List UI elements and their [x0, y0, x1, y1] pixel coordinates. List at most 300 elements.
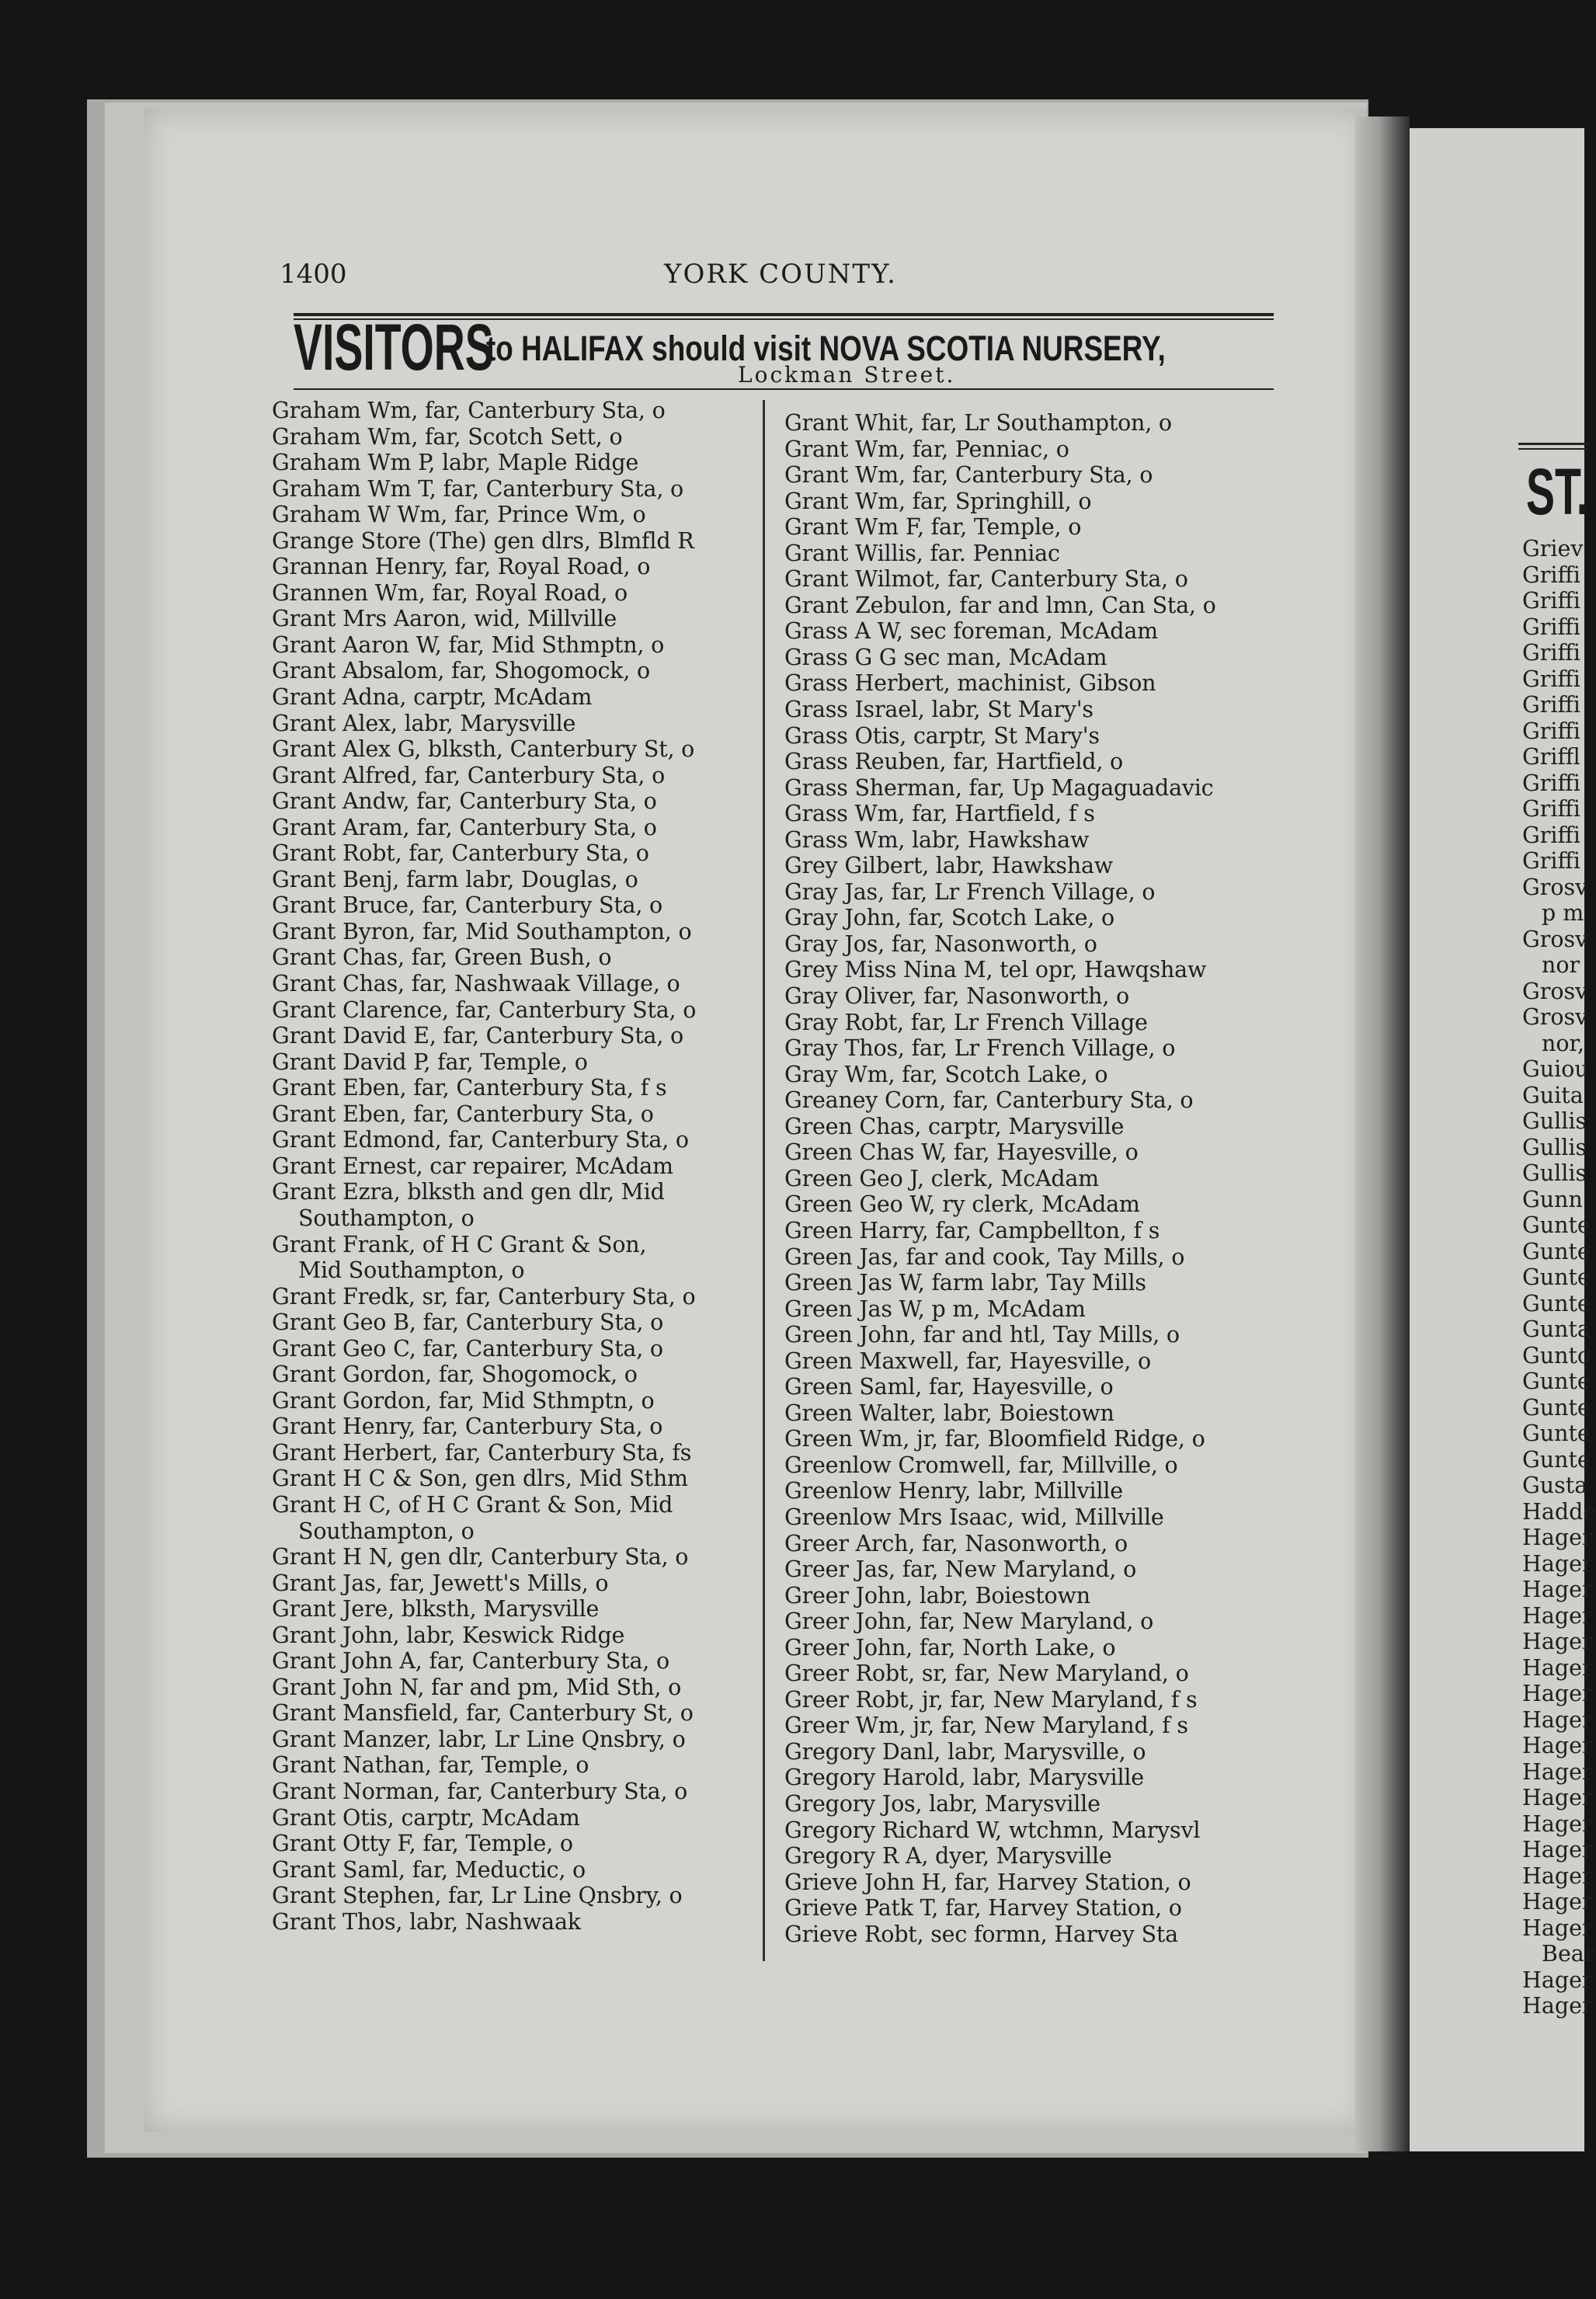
entry-line: Grieve Patk T, far, Harvey Station, o	[784, 1895, 1182, 1922]
directory-entry	[272, 1909, 777, 1936]
entry-line: Graham Wm P, labr, Maple Ridge	[272, 450, 639, 476]
right-page-entry-fragment: Gunte	[1522, 1394, 1591, 1421]
entry-line: Gray Jos, far, Nasonworth, o	[784, 930, 1097, 957]
entry-line: Greer Wm, jr, far, New Maryland, f s	[784, 1713, 1188, 1739]
entry-line: Grant Herbert, far, Canterbury Sta, fs	[272, 1439, 692, 1466]
directory-entry	[272, 788, 777, 815]
entry-line: Graham Wm T, far, Canterbury Sta, o	[272, 475, 684, 502]
entry-line: Grant Alfred, far, Canterbury Sta, o	[272, 762, 666, 788]
entry-line: Green Walter, labr, Boiestown	[784, 1400, 1114, 1426]
directory-entry	[272, 1596, 777, 1623]
entry-line: Greenlow Cromwell, far, Millville, o	[784, 1452, 1178, 1478]
right-page-entry-fragment: Griffi	[1522, 822, 1580, 848]
entry-line: Grant Otty F, far, Temple, o	[272, 1831, 573, 1857]
directory-entry	[784, 645, 1297, 671]
directory-entry	[272, 1075, 777, 1101]
entry-line: Grey Gilbert, labr, Hawkshaw	[784, 853, 1113, 879]
entry-line: Green Chas, carptr, Marysville	[784, 1113, 1125, 1139]
entry-line: Greaney Corn, far, Canterbury Sta, o	[784, 1087, 1194, 1114]
directory-entry	[272, 1805, 777, 1831]
entry-line: Green Wm, jr, far, Bloomfield Ridge, o	[784, 1426, 1205, 1452]
directory-entry	[784, 566, 1297, 593]
directory-entry	[784, 1739, 1297, 1765]
directory-entry	[784, 879, 1297, 906]
right-page-entry-fragment: Gunto	[1522, 1342, 1591, 1369]
directory-entry	[272, 711, 777, 737]
entry-line: Grant Byron, far, Mid Southampton, o	[272, 918, 692, 944]
directory-entry	[272, 1779, 777, 1805]
ad-text: to HALIFAX should visit NOVA SCOTIA NURSERY,	[486, 329, 1166, 368]
entry-line: Grant Thos, labr, Nashwaak	[272, 1908, 581, 1935]
directory-entry	[784, 1191, 1297, 1218]
entry-line: Grannen Wm, far, Royal Road, o	[272, 579, 628, 606]
directory-entry	[272, 892, 777, 919]
directory-entry	[784, 983, 1297, 1010]
directory-entry	[272, 997, 777, 1024]
directory-entry	[272, 944, 777, 971]
right-page-heading-fragment: ST.	[1526, 455, 1589, 528]
right-page-entry-fragment: Hager	[1522, 1837, 1593, 1863]
right-page-entry-fragment: Gunte	[1522, 1212, 1591, 1238]
right-page-entry-fragment: nor	[1542, 952, 1580, 978]
directory-entry	[272, 919, 777, 945]
directory-entry	[784, 1139, 1297, 1166]
directory-entry	[784, 1035, 1297, 1062]
directory-entry	[272, 658, 777, 684]
directory-entry	[272, 1362, 777, 1388]
directory-entry	[784, 957, 1297, 983]
entry-line: Grant Edmond, far, Canterbury Sta, o	[272, 1127, 689, 1153]
page-number: 1400	[280, 259, 347, 290]
entry-line: Grass Reuben, far, Hartfield, o	[784, 749, 1123, 775]
right-page-entry-fragment: Griffi	[1522, 848, 1580, 874]
right-page-entry-fragment: Hager	[1522, 1602, 1593, 1629]
directory-entry	[272, 1544, 777, 1570]
entry-line: Grant Zebulon, far and lmn, Can Sta, o	[784, 592, 1216, 618]
entry-line: Grant Bruce, far, Canterbury Sta, o	[272, 892, 662, 919]
directory-entry	[784, 670, 1297, 697]
directory-entry	[784, 1817, 1297, 1844]
right-page-entry-fragment: Griffi	[1522, 640, 1580, 666]
directory-entry	[784, 1922, 1297, 1948]
right-page-entry-fragment: Hager	[1522, 1993, 1593, 2019]
directory-column-left	[272, 398, 777, 1935]
directory-entry	[272, 1101, 777, 1128]
right-page-entry-fragment: Gunte	[1522, 1238, 1591, 1264]
directory-entry	[784, 1713, 1297, 1739]
entry-line: Greer John, labr, Boiestown	[784, 1582, 1090, 1609]
directory-entry	[784, 1452, 1297, 1479]
right-page-entry-fragment: Bear	[1542, 1941, 1595, 1967]
directory-entry	[272, 1700, 777, 1727]
entry-line: Grant Benj, farm labr, Douglas, o	[272, 866, 638, 892]
right-page-entry-fragment: Griffi	[1522, 770, 1580, 796]
entry-line: Grant Wilmot, far, Canterbury Sta, o	[784, 566, 1188, 593]
entry-line: Grange Store (The) gen dlrs, Blmfld R	[272, 527, 694, 554]
right-page-entry-fragment: Hager	[1522, 1915, 1593, 1941]
entry-line: Gregory Harold, labr, Marysville	[784, 1765, 1144, 1791]
directory-entry	[784, 1062, 1297, 1088]
directory-entry	[272, 1414, 777, 1440]
entry-continuation: Mid Southampton, o	[298, 1257, 525, 1284]
right-page-entry-fragment: Hager	[1522, 1654, 1593, 1681]
right-page-rule	[1518, 443, 1588, 445]
directory-entry	[784, 1374, 1297, 1400]
directory-entry	[272, 1883, 777, 1909]
right-page-entry-fragment: Hager	[1522, 1810, 1593, 1837]
directory-entry	[272, 424, 777, 450]
entry-line: Grant Adna, carptr, McAdam	[272, 684, 593, 711]
entry-line: Green Jas W, farm labr, Tay Mills	[784, 1270, 1146, 1296]
right-page-entry-fragment: Gunte	[1522, 1369, 1591, 1394]
entry-line: Grass Sherman, far, Up Magaguadavic	[784, 774, 1214, 801]
directory-entry	[272, 1284, 777, 1310]
directory-entry	[784, 541, 1297, 567]
entry-line: Grant Chas, far, Green Bush, o	[272, 944, 612, 971]
entry-line: Green Jas W, p m, McAdam	[784, 1296, 1086, 1322]
directory-entry	[272, 815, 777, 841]
right-page-entry-fragment: Hager	[1522, 1733, 1593, 1758]
entry-line: Grant Stephen, far, Lr Line Qnsbry, o	[272, 1883, 683, 1909]
right-page-entry-fragment: Hager	[1522, 1758, 1593, 1785]
entry-line: Grieve John H, far, Harvey Station, o	[784, 1869, 1191, 1895]
directory-entry	[784, 1531, 1297, 1557]
right-page-entry-fragment: Griffl	[1522, 744, 1580, 770]
entry-line: Greer Robt, sr, far, New Maryland, o	[784, 1661, 1189, 1687]
directory-entry	[272, 763, 777, 789]
directory-entry	[272, 1727, 777, 1753]
right-page-entry-fragment: Gullis	[1522, 1160, 1587, 1186]
entry-line: Grant John A, far, Canterbury Sta, o	[272, 1648, 669, 1675]
entry-line: Grant Frank, of H C Grant & Son,	[272, 1231, 647, 1257]
right-page-entry-fragment: Hager	[1522, 1577, 1593, 1602]
directory-entry	[784, 1895, 1297, 1922]
directory-entry	[784, 1166, 1297, 1192]
directory-entry	[784, 1270, 1297, 1296]
directory-entry	[784, 1348, 1297, 1375]
directory-entry	[272, 971, 777, 997]
right-page-entry-fragment: Gunta	[1522, 1316, 1591, 1342]
directory-entry	[272, 1336, 777, 1362]
entry-line: Greer John, far, New Maryland, o	[784, 1609, 1154, 1635]
directory-entry	[272, 867, 777, 893]
directory-entry	[784, 1869, 1297, 1896]
entry-line: Grant Aram, far, Canterbury Sta, o	[272, 814, 657, 840]
right-page-entry-fragment: Gullis	[1522, 1134, 1587, 1160]
directory-entry	[272, 580, 777, 607]
right-page-entry-fragment: Griev	[1522, 536, 1584, 562]
directory-entry	[784, 1843, 1297, 1869]
entry-line: Grass Herbert, machinist, Gibson	[784, 670, 1156, 697]
entry-line: Greer Robt, jr, far, New Maryland, f s	[784, 1686, 1198, 1713]
entry-line: Grant Geo B, far, Canterbury Sta, o	[272, 1309, 664, 1336]
entry-line: Grant Eben, far, Canterbury Sta, f s	[272, 1075, 667, 1101]
directory-entry	[272, 502, 777, 528]
ad-subtext: Lockman Street.	[738, 362, 956, 388]
entry-line: Green Harry, far, Campbellton, f s	[784, 1217, 1160, 1243]
directory-entry	[272, 528, 777, 555]
directory-entry	[784, 775, 1297, 802]
directory-entry	[784, 827, 1297, 854]
entry-line: Grant Henry, far, Canterbury Sta, o	[272, 1414, 663, 1440]
right-page-entry-fragment: Grosv	[1522, 926, 1588, 952]
directory-entry	[784, 1087, 1297, 1114]
entry-line: Gregory Jos, labr, Marysville	[784, 1790, 1101, 1817]
right-page-entry-fragment: Griffi	[1522, 562, 1580, 588]
entry-line: Green Saml, far, Hayesville, o	[784, 1374, 1114, 1400]
directory-entry	[784, 697, 1297, 723]
directory-entry	[272, 398, 777, 424]
entry-line: Grant Andw, far, Canterbury Sta, o	[272, 788, 657, 815]
column-divider	[763, 400, 765, 1961]
right-page-entry-fragment: nor,	[1542, 1030, 1585, 1056]
directory-entry	[784, 1426, 1297, 1452]
directory-entry	[784, 593, 1297, 619]
entry-line: Grant David P, far, Temple, o	[272, 1049, 588, 1075]
entry-line: Grey Miss Nina M, tel opr, Hawqshaw	[784, 957, 1207, 983]
directory-entry	[272, 450, 777, 476]
entry-line: Grant Alex G, blksth, Canterbury St, o	[272, 736, 695, 763]
directory-entry	[784, 462, 1297, 489]
right-page-rule	[1518, 448, 1588, 450]
directory-entry	[784, 905, 1297, 931]
directory-entry	[272, 684, 777, 711]
entry-line: Gray Wm, far, Scotch Lake, o	[784, 1061, 1108, 1087]
entry-line: Grass Wm, far, Hartfield, f s	[784, 801, 1095, 827]
entry-line: Grieve Robt, sec formn, Harvey Sta	[784, 1921, 1178, 1947]
ad-headline: VISITORS	[294, 311, 494, 384]
entry-line: Grant Jere, blksth, Marysville	[272, 1596, 600, 1623]
directory-entry	[784, 1400, 1297, 1427]
right-page-entry-fragment: Guita	[1522, 1082, 1584, 1108]
entry-continuation: Southampton, o	[298, 1205, 475, 1231]
entry-line: Grant David E, far, Canterbury Sta, o	[272, 1023, 684, 1049]
directory-entry	[272, 1623, 777, 1649]
right-page-entry-fragment: Griffi	[1522, 666, 1580, 692]
entry-continuation: Southampton, o	[298, 1518, 475, 1544]
entry-line: Grant H C & Son, gen dlrs, Mid Sthm	[272, 1466, 688, 1492]
entry-line: Green Maxwell, far, Hayesville, o	[784, 1348, 1151, 1374]
right-page-column	[1522, 536, 1596, 2019]
directory-entry	[272, 1127, 777, 1153]
entry-line: Grant Wm, far, Springhill, o	[784, 488, 1092, 514]
directory-entry	[272, 1857, 777, 1883]
book-gutter	[1355, 117, 1410, 2151]
directory-entry	[784, 436, 1297, 463]
directory-entry	[272, 1440, 777, 1466]
right-page-entry-fragment: Grosv	[1522, 1004, 1588, 1030]
right-page-entry-fragment: Gunte	[1522, 1446, 1591, 1473]
right-page-entry-fragment: Gunte	[1522, 1264, 1591, 1290]
entry-line: Grass Wm, labr, Hawkshaw	[784, 826, 1090, 853]
right-page-entry-fragment: Hager	[1522, 1889, 1593, 1915]
directory-entry	[272, 1675, 777, 1701]
directory-entry	[272, 476, 777, 503]
directory-entry	[784, 514, 1297, 541]
directory-entry	[784, 1218, 1297, 1244]
entry-line: Green Geo J, clerk, McAdam	[784, 1165, 1100, 1191]
entry-line: Grant John, labr, Keswick Ridge	[272, 1622, 625, 1648]
right-page-entry-fragment: Hager	[1522, 1681, 1593, 1706]
right-page-entry-fragment: Gunn	[1522, 1186, 1583, 1212]
ad-bottom-rule	[294, 388, 1274, 390]
entry-line: Gregory Danl, labr, Marysville, o	[784, 1738, 1146, 1765]
entry-line: Greer Arch, far, Nasonworth, o	[784, 1530, 1128, 1556]
entry-line: Greer Jas, far, New Maryland, o	[784, 1556, 1137, 1583]
entry-line: Grant Geo C, far, Canterbury Sta, o	[272, 1335, 663, 1362]
entry-line: Gray Thos, far, Lr French Village, o	[784, 1035, 1176, 1062]
entry-line: Grant Jas, far, Jewett's Mills, o	[272, 1570, 609, 1596]
entry-line: Grant Gordon, far, Mid Sthmptn, o	[272, 1387, 655, 1414]
entry-line: Grant Wm, far, Penniac, o	[784, 436, 1069, 462]
directory-entry	[784, 1687, 1297, 1713]
entry-line: Greer John, far, North Lake, o	[784, 1634, 1116, 1661]
entry-line: Green Jas, far and cook, Tay Mills, o	[784, 1243, 1185, 1270]
right-page-entry-fragment: Hager	[1522, 1525, 1593, 1550]
directory-entry	[784, 749, 1297, 775]
directory-entry	[272, 1492, 777, 1544]
directory-entry	[784, 1661, 1297, 1687]
entry-line: Grant Mrs Aaron, wid, Millville	[272, 606, 617, 632]
directory-entry	[272, 1179, 777, 1231]
entry-line: Green John, far and htl, Tay Mills, o	[784, 1322, 1180, 1348]
entry-line: Grant Whit, far, Lr Southampton, o	[784, 410, 1172, 436]
right-page-entry-fragment: Hadde	[1522, 1498, 1596, 1525]
directory-entry	[272, 632, 777, 659]
entry-line: Grass A W, sec foreman, McAdam	[784, 618, 1158, 645]
directory-entry	[272, 1232, 777, 1284]
directory-entry	[784, 1244, 1297, 1271]
directory-entry	[272, 1309, 777, 1336]
entry-line: Grant Aaron W, far, Mid Sthmptn, o	[272, 631, 665, 658]
directory-entry	[784, 1609, 1297, 1635]
right-page-entry-fragment: Grosv	[1522, 978, 1588, 1004]
directory-entry	[784, 801, 1297, 827]
entry-line: Grant Wm F, far, Temple, o	[784, 514, 1082, 541]
right-page-entry-fragment: Griffi	[1522, 718, 1580, 744]
entry-line: Grant Gordon, far, Shogomock, o	[272, 1362, 638, 1388]
entry-line: Gregory Richard W, wtchmn, Marysvl	[784, 1817, 1201, 1843]
right-page-entry-fragment: Hager	[1522, 1863, 1593, 1889]
right-page-entry-fragment: Griffi	[1522, 796, 1580, 822]
entry-line: Green Geo W, ry clerk, McAdam	[784, 1191, 1140, 1218]
entry-line: Grannan Henry, far, Royal Road, o	[272, 554, 651, 580]
entry-line: Gregory R A, dyer, Marysville	[784, 1843, 1112, 1869]
directory-entry	[784, 853, 1297, 879]
directory-entry	[784, 1765, 1297, 1791]
right-page-entry-fragment: Hager	[1522, 1550, 1593, 1577]
directory-entry	[784, 1583, 1297, 1609]
entry-line: Gray Oliver, far, Nasonworth, o	[784, 983, 1129, 1010]
right-page-entry-fragment: Gunte	[1522, 1421, 1591, 1446]
entry-line: Grant Eben, far, Canterbury Sta, o	[272, 1101, 654, 1127]
right-page-entry-fragment: Griffi	[1522, 588, 1580, 614]
entry-line: Grant Ernest, car repairer, McAdam	[272, 1153, 673, 1179]
entry-line: Graham W Wm, far, Prince Wm, o	[272, 502, 646, 528]
right-page	[1410, 128, 1596, 2151]
entry-line: Grant Ezra, blksth and gen dlr, Mid	[272, 1179, 665, 1205]
directory-entry	[784, 931, 1297, 958]
entry-line: Green Chas W, far, Hayesville, o	[784, 1139, 1139, 1166]
entry-line: Greenlow Henry, labr, Millville	[784, 1478, 1123, 1504]
entry-line: Grant Absalom, far, Shogomock, o	[272, 658, 650, 684]
directory-entry	[272, 554, 777, 580]
right-page-entry-fragment: p m	[1542, 900, 1584, 926]
directory-entry	[784, 1114, 1297, 1140]
directory-entry	[272, 840, 777, 867]
directory-entry	[272, 1752, 777, 1779]
entry-line: Grant Alex, labr, Marysville	[272, 710, 576, 736]
right-page-entry-fragment: Hager	[1522, 1785, 1593, 1810]
entry-line: Grant Fredk, sr, far, Canterbury Sta, o	[272, 1283, 696, 1309]
running-title: YORK COUNTY.	[664, 259, 897, 290]
directory-entry	[784, 723, 1297, 750]
directory-entry	[784, 1791, 1297, 1817]
directory-entry	[784, 410, 1297, 436]
entry-line: Grant Norman, far, Canterbury Sta, o	[272, 1778, 688, 1804]
entry-line: Grant Wm, far, Canterbury Sta, o	[784, 462, 1153, 489]
right-page-entry-fragment: Gullis	[1522, 1108, 1587, 1134]
right-page-entry-fragment: Griffi	[1522, 614, 1580, 640]
entry-line: Grant Otis, carptr, McAdam	[272, 1804, 580, 1831]
entry-line: Grant Manzer, labr, Lr Line Qnsbry, o	[272, 1726, 686, 1752]
directory-entry	[272, 1153, 777, 1180]
directory-entry	[272, 1831, 777, 1857]
directory-entry	[272, 1648, 777, 1675]
right-page-entry-fragment: Hager	[1522, 1706, 1593, 1733]
entry-line: Graham Wm, far, Scotch Sett, o	[272, 423, 623, 450]
right-page-entry-fragment: Gusta	[1522, 1473, 1588, 1498]
entry-line: Grant H C, of H C Grant & Son, Mid	[272, 1491, 673, 1518]
directory-entry	[784, 1322, 1297, 1348]
right-page-entry-fragment: Hager	[1522, 1629, 1593, 1654]
entry-line: Gray Jas, far, Lr French Village, o	[784, 878, 1156, 905]
entry-line: Grass Otis, carptr, St Mary's	[784, 722, 1100, 749]
directory-entry	[272, 1388, 777, 1414]
entry-line: Gray John, far, Scotch Lake, o	[784, 905, 1114, 931]
directory-entry	[784, 1296, 1297, 1323]
directory-entry	[784, 1478, 1297, 1504]
entry-line: Gray Robt, far, Lr French Village	[784, 1009, 1148, 1035]
right-page-entry-fragment: Griffi	[1522, 692, 1580, 718]
directory-entry	[784, 1010, 1297, 1036]
entry-line: Grant Clarence, far, Canterbury Sta, o	[272, 996, 697, 1023]
entry-line: Greenlow Mrs Isaac, wid, Millville	[784, 1504, 1164, 1530]
entry-line: Grant Willis, far. Penniac	[784, 540, 1060, 566]
right-page-entry-fragment: Hager	[1522, 1967, 1593, 1993]
directory-entry	[272, 736, 777, 763]
entry-line: Grant Nathan, far, Temple, o	[272, 1752, 589, 1779]
entry-line: Graham Wm, far, Canterbury Sta, o	[272, 398, 666, 423]
right-page-entry-fragment: Guiou	[1522, 1056, 1589, 1082]
entry-line: Grass Israel, labr, St Mary's	[784, 697, 1094, 723]
entry-line: Grant John N, far and pm, Mid Sth, o	[272, 1674, 682, 1700]
directory-entry	[784, 489, 1297, 515]
entry-line: Grant Chas, far, Nashwaak Village, o	[272, 971, 680, 997]
directory-entry	[784, 618, 1297, 645]
directory-entry	[272, 1049, 777, 1076]
entry-line: Grant Robt, far, Canterbury Sta, o	[272, 840, 649, 867]
directory-entry	[784, 1504, 1297, 1531]
entry-line: Grant H N, gen dlr, Canterbury Sta, o	[272, 1544, 689, 1570]
directory-column-middle	[784, 410, 1297, 1947]
entry-line: Grant Mansfield, far, Canterbury St, o	[272, 1700, 694, 1727]
directory-entry	[272, 1570, 777, 1597]
directory-entry	[784, 1635, 1297, 1661]
directory-entry	[272, 1466, 777, 1492]
directory-entry	[784, 1556, 1297, 1583]
right-page-entry-fragment: Grosv	[1522, 874, 1588, 900]
